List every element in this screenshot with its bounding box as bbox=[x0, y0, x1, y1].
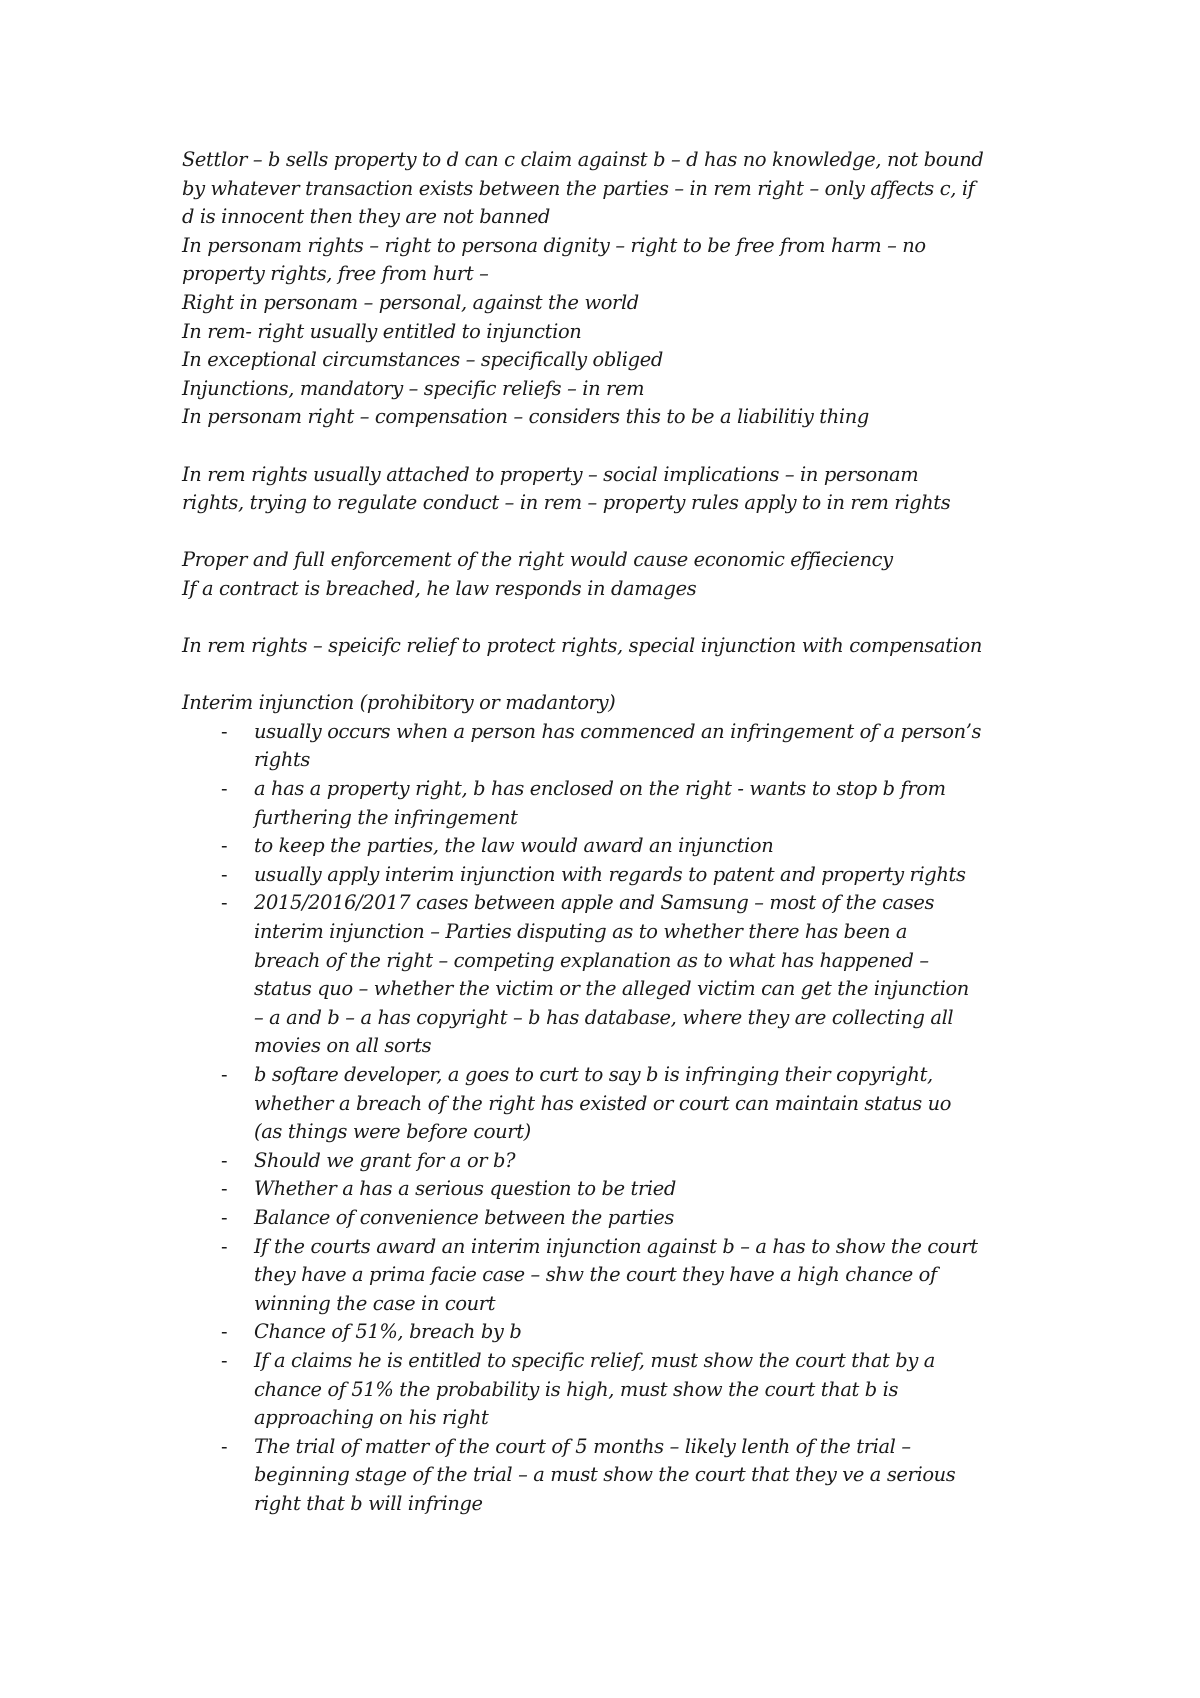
bullet-dash: - bbox=[221, 1348, 228, 1372]
list-item-line: chance of 51% the probability is high, must show the court that b is bbox=[254, 1377, 899, 1401]
list-item-line: Should we grant for a or b? bbox=[254, 1148, 516, 1172]
document-page bbox=[182, 146, 1042, 1519]
paragraph-specific-relief bbox=[182, 632, 1042, 661]
paragraph-gap bbox=[182, 518, 1042, 547]
list-item-line: 2015/2016/2017 cases between apple and Samsung – most of the cases bbox=[254, 891, 935, 915]
list-item bbox=[182, 832, 1042, 861]
bullet-dash: - bbox=[221, 1148, 228, 1172]
list-item-line: right that b will infringe bbox=[254, 1491, 483, 1515]
list-item bbox=[182, 1175, 1042, 1204]
list-item bbox=[182, 1233, 1042, 1319]
list-item-line: movies on all sorts bbox=[254, 1034, 432, 1058]
list-item-line: Chance of 51%, breach by b bbox=[254, 1320, 522, 1344]
list-item bbox=[182, 718, 1042, 775]
text-line: If a contract is breached, he law responds in damages bbox=[182, 576, 697, 600]
bullet-dash: - bbox=[221, 1177, 228, 1201]
list-item-line: winning the case in court bbox=[254, 1291, 496, 1315]
paragraph-gap bbox=[182, 432, 1042, 461]
bullet-dash: - bbox=[221, 834, 228, 858]
list-item bbox=[182, 889, 1042, 1061]
list-item-line: they have a prima facie case – shw the court they have a high chance of bbox=[254, 1263, 937, 1287]
list-item-line: Whether a has a serious question to be tried bbox=[254, 1177, 676, 1201]
paragraph-in-rem-property bbox=[182, 461, 1042, 518]
text-line: Settlor – b sells property to d can c claim against b – d has no knowledge, not bound bbox=[182, 148, 984, 171]
list-item-line: usually occurs when a person has commenced an infringement of a person’s bbox=[254, 719, 982, 743]
list-item-line: Balance of convenience between the parties bbox=[254, 1205, 674, 1229]
list-item-line: approaching on his right bbox=[254, 1406, 489, 1430]
text-line: In rem rights – speicifc relief to protect rights, special injunction with compensation bbox=[182, 634, 982, 658]
text-line: Injunctions, mandatory – specific reliefs – in rem bbox=[182, 376, 645, 400]
paragraph-enforcement bbox=[182, 546, 1042, 603]
list-item-line: breach of the right – competing explanation as to what has happened – bbox=[254, 948, 929, 972]
bullet-dash: - bbox=[221, 777, 228, 801]
bullet-dash: - bbox=[221, 1434, 228, 1458]
bullet-dash: - bbox=[221, 1320, 228, 1344]
list-item-line: rights bbox=[254, 748, 311, 772]
list-item-line: usually apply interim injunction with regards to patent and property rights bbox=[254, 862, 966, 886]
text-line: In exceptional circumstances – specifically obliged bbox=[182, 348, 663, 372]
bullet-dash: - bbox=[221, 891, 228, 915]
text-line: rights, trying to regulate conduct – in rem – property rules apply to in rem rights bbox=[182, 491, 951, 515]
list-item-line: The trial of matter of the court of 5 months – likely lenth of the trial – bbox=[254, 1434, 911, 1458]
bullet-dash: - bbox=[221, 1063, 228, 1086]
list-item bbox=[182, 775, 1042, 832]
text-line: Right in personam – personal, against the world bbox=[182, 290, 639, 314]
list-item-line: a has a property right, b has enclosed on the right - wants to stop b from bbox=[254, 777, 946, 801]
list-item-line: whether a breach of the right has existed or court can maintain status uo bbox=[254, 1091, 952, 1115]
list-item-line: interim injunction – Parties disputing as to whether there has been a bbox=[254, 920, 908, 944]
bullet-dash: - bbox=[221, 1234, 228, 1258]
list-item bbox=[182, 1318, 1042, 1347]
bullet-list bbox=[182, 718, 1042, 1519]
list-item-line: – a and b – a has copyright – b has database, where they are collecting all bbox=[254, 1005, 954, 1029]
list-item-line: If a claims he is entitled to specific relief, must show the court that by a bbox=[254, 1348, 935, 1372]
list-item-line: furthering the infringement bbox=[254, 805, 518, 829]
list-item-line: status quo – whether the victim or the alleged victim can get the injunction bbox=[254, 977, 969, 1001]
list-item bbox=[182, 1061, 1042, 1147]
paragraph-interim-injunction-heading bbox=[182, 689, 1042, 718]
list-item bbox=[182, 1204, 1042, 1233]
text-line: property rights, free from hurt – bbox=[182, 262, 489, 286]
list-item-line: If the courts award an interim injunction against b – a has to show the court bbox=[254, 1234, 978, 1258]
list-item-line: beginning stage of the trial – a must show the court that they ve a serious bbox=[254, 1463, 956, 1487]
text-line: by whatever transaction exists between the parties – in rem right – only affects c, if bbox=[182, 176, 975, 200]
text-line: Proper and full enforcement of the right would cause economic effieciency bbox=[182, 548, 893, 572]
text-line: In rem- right usually entitled to injunction bbox=[182, 319, 582, 343]
text-line: Interim injunction (prohibitory or madantory) bbox=[182, 691, 616, 715]
bullet-dash: - bbox=[221, 719, 228, 743]
list-item-line: (as things were before court) bbox=[254, 1120, 531, 1144]
bullet-dash: - bbox=[221, 862, 228, 886]
bullet-dash: - bbox=[221, 1205, 228, 1229]
paragraph-rights-overview bbox=[182, 146, 1042, 432]
list-item bbox=[182, 1347, 1042, 1433]
list-item bbox=[182, 1433, 1042, 1519]
text-line: In personam right – compensation – considers this to be a liabilitiy thing bbox=[182, 405, 869, 429]
text-line: In personam rights – right to persona dignity – right to be free from harm – no bbox=[182, 233, 926, 257]
list-item-line: to keep the parties, the law would award an injunction bbox=[254, 834, 774, 858]
paragraph-gap bbox=[182, 604, 1042, 633]
list-item-line: b softare developer, a goes to curt to say b is infringing their copyright, bbox=[254, 1063, 933, 1086]
list-item bbox=[182, 861, 1042, 890]
text-line: In rem rights usually attached to property – social implications – in personam bbox=[182, 462, 919, 486]
list-item bbox=[182, 1147, 1042, 1176]
paragraph-gap bbox=[182, 661, 1042, 690]
text-line: d is innocent then they are not banned bbox=[182, 205, 550, 229]
